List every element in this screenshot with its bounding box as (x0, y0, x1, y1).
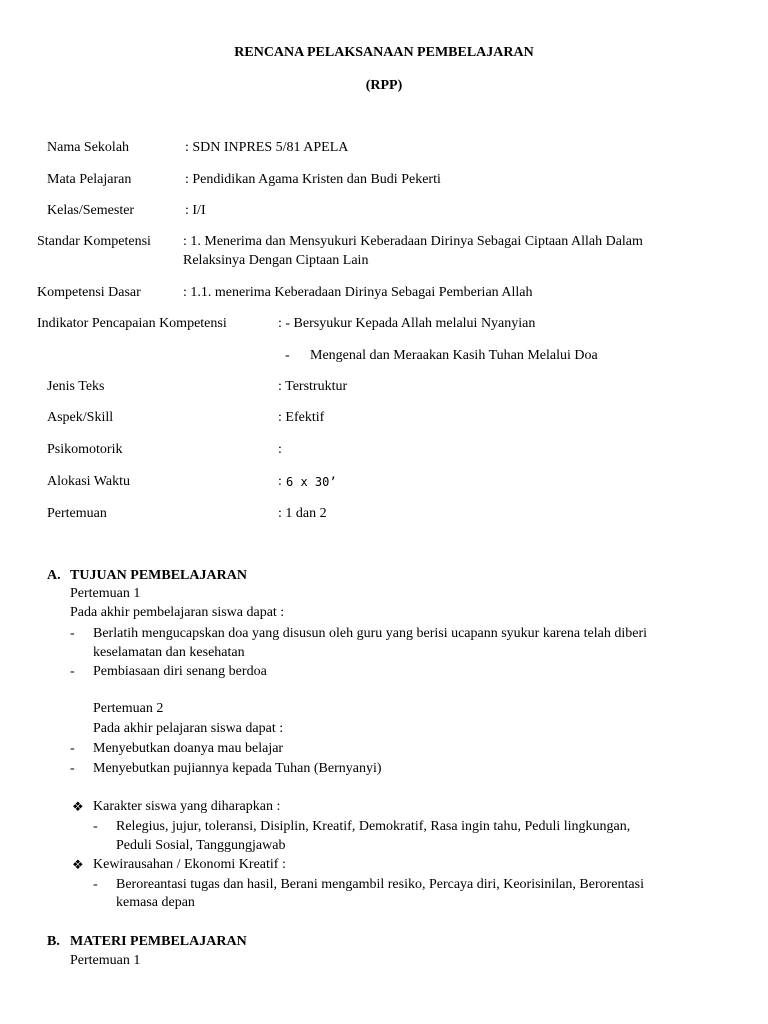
p1-item-1-line1: Berlatih mengucapskan doa yang disusun oleh guru yang berisi ucapann syukur karena telah diberi (93, 626, 648, 641)
label-psikomotorik: Psikomotorik (47, 442, 123, 457)
label-standar-kompetensi: Standar Kompetensi (37, 234, 151, 249)
label-pertemuan: Pertemuan (47, 506, 107, 521)
section-a-p1-title: Pertemuan 1 (70, 586, 141, 601)
value-alokasi-waktu: 6 x 30’ (286, 475, 337, 489)
value-kompetensi-dasar: : 1.1. menerima Keberadaan Dirinya Sebagai Pemberian Allah (183, 285, 533, 300)
section-b-p1-title: Pertemuan 1 (70, 953, 141, 968)
label-kelas-semester: Kelas/Semester (47, 203, 135, 218)
section-a-p1-intro: Pada akhir pembelajaran siswa dapat : (70, 605, 285, 620)
list-dash: - (93, 877, 98, 892)
value-indikator-1: : - Bersyukur Kepada Allah melalui Nyanyian (278, 316, 536, 331)
section-a-p2-title: Pertemuan 2 (93, 701, 164, 716)
section-a-p2-intro: Pada akhir pelajaran siswa dapat : (93, 721, 284, 736)
value-mata-pelajaran: : Pendidikan Agama Kristen dan Budi Pekerti (185, 172, 441, 187)
p2-item-1: Menyebutkan doanya mau belajar (93, 741, 284, 756)
label-kompetensi-dasar: Kompetensi Dasar (37, 285, 141, 300)
p2-item-2: Menyebutkan pujiannya kepada Tuhan (Bernyanyi) (93, 761, 382, 776)
section-b-marker: B. (47, 934, 60, 949)
p1-item-1-line2: keselamatan dan kesehatan (93, 645, 245, 660)
list-dash: - (70, 626, 75, 641)
value-jenis-teks: : Terstruktur (278, 379, 348, 394)
karakter-line1: Relegius, jujur, toleransi, Disiplin, Kreatif, Demokratif, Rasa ingin tahu, Peduli lingkungan, (116, 819, 631, 834)
karakter-line2: Peduli Sosial, Tanggungjawab (116, 838, 286, 853)
label-indikator: Indikator Pencapaian Kompetensi (37, 316, 227, 331)
list-dash: - (70, 761, 75, 776)
section-b-heading: MATERI PEMBELAJARAN (70, 934, 247, 949)
value-pertemuan: : 1 dan 2 (278, 506, 327, 521)
p1-item-2: Pembiasaan diri senang berdoa (93, 664, 267, 679)
diamond-bullet-icon: ❖ (72, 799, 84, 814)
value-aspek-skill: : Efektif (278, 410, 325, 425)
label-mata-pelajaran: Mata Pelajaran (47, 172, 132, 187)
value-alokasi-waktu-colon: : (278, 474, 282, 489)
value-standar-kompetensi-line1: : 1. Menerima dan Mensyukuri Keberadaan Dirinya Sebagai Ciptaan Allah Dalam (183, 234, 643, 249)
section-a-marker: A. (47, 568, 61, 583)
list-dash: - (70, 741, 75, 756)
karakter-title: Karakter siswa yang diharapkan : (93, 799, 281, 814)
diamond-bullet-icon: ❖ (72, 857, 84, 872)
document-subtitle: (RPP) (365, 78, 403, 93)
list-dash: - (70, 664, 75, 679)
value-indikator-2-dash: - (285, 348, 290, 363)
value-standar-kompetensi-line2: Relaksinya Dengan Ciptaan Lain (183, 253, 369, 268)
value-indikator-2: Mengenal dan Meraakan Kasih Tuhan Melalui Doa (310, 348, 598, 363)
label-jenis-teks: Jenis Teks (47, 379, 105, 394)
section-a-heading: TUJUAN PEMBELAJARAN (70, 568, 247, 583)
value-kelas-semester: : I/I (185, 203, 206, 218)
label-aspek-skill: Aspek/Skill (47, 410, 114, 425)
value-psikomotorik: : (278, 442, 282, 457)
list-dash: - (93, 819, 98, 834)
kewira-title: Kewirausahan / Ekonomi Kreatif : (93, 857, 286, 872)
document-title: RENCANA PELAKSANAAN PEMBELAJARAN (234, 45, 534, 60)
label-alokasi-waktu: Alokasi Waktu (47, 474, 130, 489)
kewira-line2: kemasa depan (116, 895, 195, 910)
label-nama-sekolah: Nama Sekolah (47, 140, 130, 155)
kewira-line1: Beroreantasi tugas dan hasil, Berani mengambil resiko, Percaya diri, Keorisinilan, Berorentasi (116, 877, 644, 892)
value-nama-sekolah: : SDN INPRES 5/81 APELA (185, 140, 349, 155)
